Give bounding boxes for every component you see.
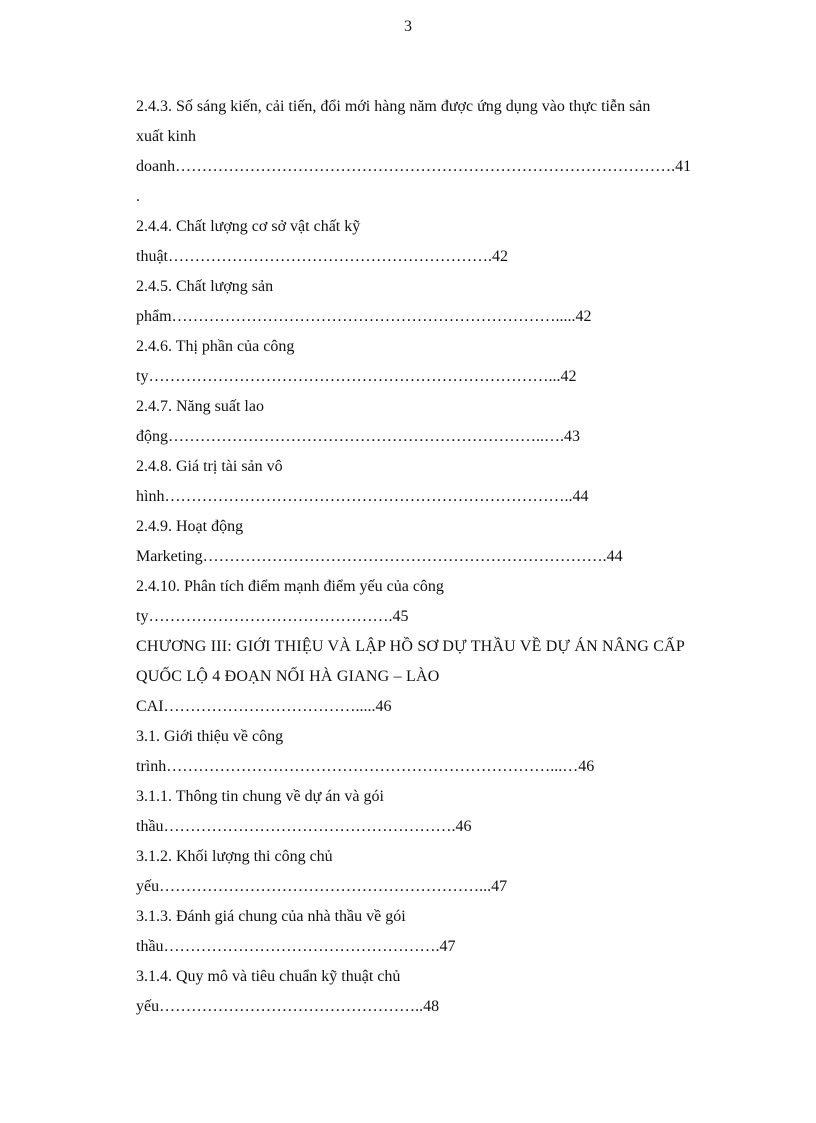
toc-line: 2.4.5. Chất lượng sản xyxy=(136,278,274,295)
toc-line: doanh………………………………………………………………………………….41 xyxy=(136,158,692,175)
toc-line: 2.4.9. Hoạt động xyxy=(136,518,244,535)
toc-line: 2.4.8. Giá trị tài sản vô xyxy=(136,458,283,475)
toc-line: . xyxy=(136,188,140,205)
toc-line: ty…………………………………………………………………...42 xyxy=(136,368,577,385)
toc-line: CAI……………………………….....46 xyxy=(136,698,392,715)
page-number: 3 xyxy=(404,18,412,35)
toc-line: ty……………………………………….45 xyxy=(136,608,409,625)
toc-line: Marketing………………………………………………………………….44 xyxy=(136,548,623,565)
toc-line: 3.1.3. Đánh giá chung của nhà thầu về gói xyxy=(136,908,406,925)
toc-line: 2.4.6. Thị phần của công xyxy=(136,338,295,355)
toc-line: động……………………………………………………………..….43 xyxy=(136,428,580,445)
toc-line: thầu…………………………………………….47 xyxy=(136,938,456,955)
toc-line: phẩm……………………………………………………………….....42 xyxy=(136,308,592,325)
toc-line: 2.4.7. Năng suất lao xyxy=(136,398,264,415)
toc-line: yếu……………………………………………………...47 xyxy=(136,878,508,895)
chapter-heading: CHƯƠNG III: GIỚI THIỆU VÀ LẬP HỒ SƠ DỰ THẦU VỀ DỰ ÁN NÂNG CẤP xyxy=(136,638,685,655)
toc-line: 3.1. Giới thiệu về công xyxy=(136,728,284,745)
toc-line: xuất kinh xyxy=(136,128,196,145)
toc-line: 2.4.10. Phân tích điểm mạnh điểm yếu của công xyxy=(136,578,444,595)
chapter-heading: QUỐC LỘ 4 ĐOẠN NỐI HÀ GIANG – LÀO xyxy=(136,668,440,685)
toc-line: 3.1.2. Khối lượng thi công chủ xyxy=(136,848,333,865)
table-of-contents xyxy=(136,92,736,1022)
toc-line: trình………………………………………………………………...…46 xyxy=(136,758,595,775)
toc-line: thuật…………………………………………………….42 xyxy=(136,248,508,265)
toc-line: thầu……………………………………………….46 xyxy=(136,818,472,835)
toc-line: 2.4.3. Số sáng kiến, cải tiến, đổi mới hàng năm được ứng dụng vào thực tiễn sản xyxy=(136,98,651,115)
toc-line: 3.1.4. Quy mô và tiêu chuẩn kỹ thuật chủ xyxy=(136,968,401,985)
toc-line: hình…………………………………………………………………..44 xyxy=(136,488,589,505)
toc-line: 2.4.4. Chất lượng cơ sở vật chất kỹ xyxy=(136,218,361,235)
toc-line: yếu…………………………………………..48 xyxy=(136,998,440,1015)
toc-line: 3.1.1. Thông tin chung về dự án và gói xyxy=(136,788,384,805)
